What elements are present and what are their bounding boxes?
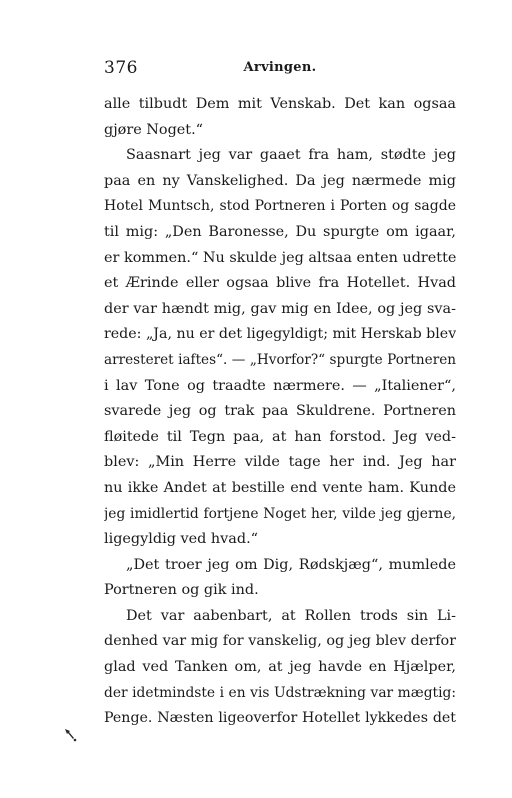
text-line: rede: „Ja, nu er det ligegyldigt; mit Herskab blev bbox=[104, 326, 456, 343]
text-line: Penge. Næsten ligeoverfor Hotellet lykkedes det bbox=[104, 710, 456, 727]
text-line: Det var aabenbart, at Rollen trods sin Li- bbox=[126, 607, 456, 624]
text-line: nu ikke Andet at bestille end vente ham. Kunde bbox=[104, 479, 456, 496]
text-line: svarede jeg og trak paa Skuldrene. Portneren bbox=[104, 403, 456, 420]
text-line: „Det troer jeg om Dig, Rødskjæg“, mumlede bbox=[126, 556, 456, 573]
text-line: et Ærinde eller ogsaa blive fra Hotellet. Hvad bbox=[104, 275, 456, 292]
running-head: Arvingen. bbox=[243, 60, 317, 75]
text-line: er kommen.“ Nu skulde jeg altsaa enten udrette bbox=[104, 249, 456, 266]
page-header bbox=[104, 58, 456, 82]
text-line: Hotel Muntsch, stod Portneren i Porten og sagde bbox=[104, 198, 456, 215]
text-line: alle tilbudt Dem mit Venskab. Det kan ogsaa bbox=[104, 96, 456, 112]
text-line: glad ved Tanken om, at jeg havde en Hjælper, bbox=[104, 659, 456, 676]
text-line: Saasnart jeg var gaaet fra ham, stødte jeg bbox=[126, 147, 456, 164]
text-line: jeg imidlertid fortjene Noget her, vilde jeg gjerne, bbox=[104, 505, 456, 522]
text-line: Portneren og gik ind. bbox=[104, 582, 259, 599]
text-line: i lav Tone og traadte nærmere. — „Italiener“, bbox=[104, 377, 456, 394]
text-line: fløitede til Tegn paa, at han forstod. Jeg ved- bbox=[104, 428, 456, 445]
text-line: denhed var mig for vanskelig, og jeg blev derfor bbox=[104, 633, 456, 650]
text-line: arresteret iaftes“. — „Hvorfor?“ spurgte Portneren bbox=[104, 351, 456, 368]
text-line: der var hændt mig, gav mig en Idee, og jeg sva- bbox=[104, 300, 456, 317]
text-line: ligegyldig ved hvad.“ bbox=[104, 531, 259, 548]
text-line: gjøre Noget.“ bbox=[104, 121, 204, 138]
body-text bbox=[104, 92, 456, 732]
text-line: blev: „Min Herre vilde tage her ind. Jeg har bbox=[104, 454, 456, 471]
text-line: der idetmindste i en vis Udstrækning var mægtig: bbox=[104, 684, 456, 701]
page-number: 376 bbox=[104, 58, 138, 78]
text-line: paa en ny Vanskelighed. Da jeg nærmede mig bbox=[104, 172, 456, 189]
text-line: til mig: „Den Baronesse, Du spurgte om igaar, bbox=[104, 223, 456, 240]
printer-mark bbox=[64, 727, 78, 743]
